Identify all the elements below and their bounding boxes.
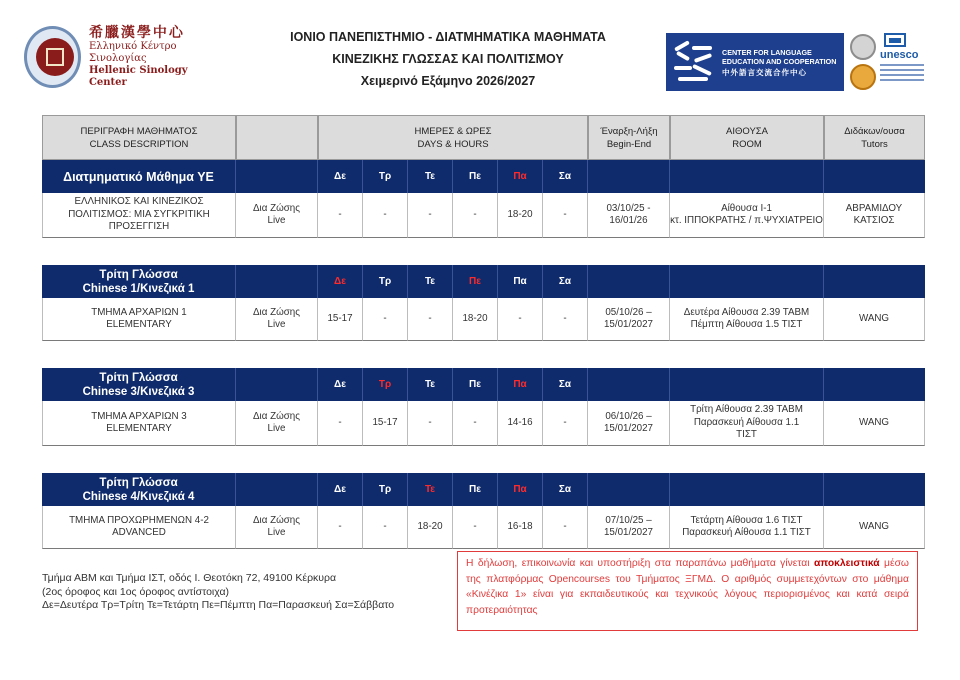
band-mode-cell: [236, 368, 318, 401]
band-date-cell: [588, 160, 670, 193]
table-sections: [42, 160, 925, 549]
org-name-en: Hellenic Sinology Center: [88, 65, 188, 89]
unesco-word: unesco: [880, 49, 919, 61]
section-title-line-1: Διατμηματικό Μάθημα ΥΕ: [63, 169, 214, 184]
section-title: [42, 265, 236, 298]
band-tutor-cell: [824, 473, 925, 506]
section-title: [42, 160, 236, 193]
day-label: Πα: [498, 368, 543, 401]
course-tutor: ΑΒΡΑΜΙΔΟΥ ΚΑΤΣΙΟΣ: [824, 193, 925, 238]
time-slot: -: [543, 298, 588, 341]
title-line-2: ΚΙΝΕΖΙΚΗΣ ΓΛΩΣΣΑΣ ΚΑΙ ΠΟΛΙΤΙΣΜΟΥ: [332, 52, 564, 66]
clec-mark-icon: [672, 40, 716, 84]
header-dates: Έναρξη-Λήξη Begin-End: [588, 115, 670, 160]
time-slot: 15-17: [363, 401, 408, 446]
course-description: ΤΜΗΜΑ ΑΡΧΑΡΙΩΝ 3 ELEMENTARY: [42, 401, 236, 446]
schedule-table: [42, 115, 925, 549]
registration-note: [457, 551, 918, 631]
day-label: Πε: [453, 368, 498, 401]
day-label: Δε: [318, 265, 363, 298]
course-mode: Δια Ζώσης Live: [236, 298, 318, 341]
time-slot: -: [318, 401, 363, 446]
day-label: Σα: [543, 473, 588, 506]
time-slot: -: [363, 506, 408, 549]
course-dates: 07/10/25 – 15/01/2027: [588, 506, 670, 549]
time-slot: -: [363, 193, 408, 238]
day-label: Πα: [498, 265, 543, 298]
band-date-cell: [588, 265, 670, 298]
clec-logo: [666, 33, 844, 91]
day-label: Τρ: [363, 160, 408, 193]
course-tutor: WANG: [824, 298, 925, 341]
time-slot: 16-18: [498, 506, 543, 549]
time-slot: -: [408, 401, 453, 446]
day-label: Πε: [453, 473, 498, 506]
time-slot: -: [363, 298, 408, 341]
table-row: [42, 401, 925, 446]
band-room-cell: [670, 265, 824, 298]
band-mode-cell: [236, 473, 318, 506]
header-tutors: Διδάκων/ουσα Tutors: [824, 115, 925, 160]
day-label: Δε: [318, 160, 363, 193]
day-label: Δε: [318, 473, 363, 506]
band-tutor-cell: [824, 160, 925, 193]
course-tutor: WANG: [824, 401, 925, 446]
day-label: Τρ: [363, 265, 408, 298]
time-slot: -: [453, 401, 498, 446]
section-title-line-2: Chinese 3/Κινεζικά 3: [82, 385, 195, 398]
time-slot: 18-20: [453, 298, 498, 341]
course-mode: Δια Ζώσης Live: [236, 506, 318, 549]
clec-line-1: CENTER FOR LANGUAGE: [722, 47, 812, 57]
section-gap: [42, 341, 925, 368]
time-slot: -: [543, 506, 588, 549]
band-room-cell: [670, 473, 824, 506]
floor-line: (2ος όροφος και 1ος όροφος αντίστοιχα): [42, 585, 230, 598]
unesco-logo: [880, 33, 928, 91]
time-slot: -: [408, 193, 453, 238]
day-label: Δε: [318, 368, 363, 401]
header-days: ΗΜΕΡΕΣ & ΩΡΕΣ DAYS & HOURS: [318, 115, 588, 160]
day-label: Τε: [408, 368, 453, 401]
table-row: [42, 298, 925, 341]
title-line-3: Χειμερινό Εξάμηνο 2026/2027: [360, 74, 536, 88]
band-room-cell: [670, 368, 824, 401]
course-description: ΤΜΗΜΑ ΑΡΧΑΡΙΩΝ 1 ELEMENTARY: [42, 298, 236, 341]
section-title-line-2: Chinese 1/Κινεζικά 1: [82, 282, 195, 295]
time-slot: 18-20: [498, 193, 543, 238]
course-dates: 06/10/26 – 15/01/2027: [588, 401, 670, 446]
title-line-1: ΙΟΝΙΟ ΠΑΝΕΠΙΣΤΗΜΙΟ - ΔΙΑΤΜΗΜΑΤΙΚΑ ΜΑΘΗΜΑΤΑ: [290, 30, 606, 44]
day-legend: Δε=Δευτέρα Τρ=Τρίτη Τε=Τετάρτη Πε=Πέμπτη Πα=Παρασκευή Σα=Σάββατο: [42, 599, 395, 611]
org-name-cn: 希臘漢學中心: [88, 24, 185, 41]
band-room-cell: [670, 160, 824, 193]
sinology-seal-icon: [24, 26, 81, 88]
time-slot: -: [543, 193, 588, 238]
table-row: [42, 193, 925, 238]
course-room: Τετάρτη Αίθουσα 1.6 ΤΙΣΤ Παρασκευή Αίθουσα 1.1 ΤΙΣΤ: [670, 506, 824, 549]
course-dates: 03/10/25 - 16/01/26: [588, 193, 670, 238]
course-room: Τρίτη Αίθουσα 2.39 ΤΑΒΜ Παρασκευή Αίθουσα 1.1 ΤΙΣΤ: [670, 401, 824, 446]
course-dates: 05/10/26 – 15/01/2027: [588, 298, 670, 341]
course-mode: Δια Ζώσης Live: [236, 193, 318, 238]
section-title-line-1: Τρίτη Γλώσσα: [99, 268, 178, 281]
hellenic-sinology-logo: [24, 24, 224, 90]
day-label: Σα: [543, 368, 588, 401]
day-label: Τε: [408, 473, 453, 506]
header-description: ΠΕΡΙΓΡΑΦΗ ΜΑΘΗΜΑΤΟΣ CLASS DESCRIPTION: [42, 115, 236, 160]
clec-cn: 中外語言交流合作中心: [722, 67, 807, 77]
seal-emblem-icon: [850, 64, 876, 90]
band-tutor-cell: [824, 368, 925, 401]
course-description: ΕΛΛΗΝΙΚΟΣ ΚΑΙ ΚΙΝΕΖΙΚΟΣ ΠΟΛΙΤΙΣΜΟΣ: ΜΙΑ ΣΥΓΚΡΙΤΙΚΗ ΠΡΟΣΕΓΓΙΣΗ: [42, 193, 236, 238]
address-line: Τμήμα ΑΒΜ και Τμήμα ΙΣΤ, οδός Ι. Θεοτόκη 72, 49100 Κέρκυρα: [42, 572, 337, 584]
time-slot: -: [408, 298, 453, 341]
band-mode-cell: [236, 265, 318, 298]
day-label: Πε: [453, 160, 498, 193]
clec-line-2: EDUCATION AND COOPERATION: [722, 56, 837, 66]
time-slot: -: [318, 193, 363, 238]
time-slot: -: [453, 506, 498, 549]
day-label: Σα: [543, 265, 588, 298]
header-room: ΑΙΘΟΥΣΑ ROOM: [670, 115, 824, 160]
day-label: Σα: [543, 160, 588, 193]
course-tutor: WANG: [824, 506, 925, 549]
section-title: [42, 473, 236, 506]
note-bold: αποκλειστικά: [813, 558, 880, 569]
time-slot: 14-16: [498, 401, 543, 446]
section-title: [42, 368, 236, 401]
section-title-line-2: Chinese 4/Κινεζικά 4: [82, 490, 195, 503]
day-label: Τρ: [363, 368, 408, 401]
org-name-gr: Ελληνικό Κέντρο Σινολογίας: [88, 41, 177, 65]
day-label: Τε: [408, 160, 453, 193]
band-mode-cell: [236, 160, 318, 193]
day-label: Πε: [453, 265, 498, 298]
section-band: [42, 265, 925, 298]
section-gap: [42, 238, 925, 265]
time-slot: -: [453, 193, 498, 238]
section-band: [42, 368, 925, 401]
time-slot: 15-17: [318, 298, 363, 341]
course-mode: Δια Ζώσης Live: [236, 401, 318, 446]
section-gap: [42, 446, 925, 473]
table-row: [42, 506, 925, 549]
day-label: Πα: [498, 160, 543, 193]
table-header-row: [42, 115, 925, 160]
section-band: [42, 160, 925, 193]
header-mode: [236, 115, 318, 160]
unesco-temple-icon: [884, 33, 906, 47]
day-label: Πα: [498, 473, 543, 506]
document-title: [258, 26, 638, 92]
section-band: [42, 473, 925, 506]
band-date-cell: [588, 368, 670, 401]
section-title-line-1: Τρίτη Γλώσσα: [99, 371, 178, 384]
time-slot: -: [498, 298, 543, 341]
day-label: Τρ: [363, 473, 408, 506]
time-slot: 18-20: [408, 506, 453, 549]
course-description: ΤΜΗΜΑ ΠΡΟΧΩΡΗΜΕΝΩΝ 4-2 ADVANCED: [42, 506, 236, 549]
note-text-2: μέσω της πλατφόρμας Opencourses του Τμήματος ΞΓΜΔ. Ο αριθμός συμμετεχόντων στο μάθημα «Κινέζικα 1» είναι για εκπαιδευτικούς και τεχνικούς λόγους περιορισμένος και κατά σειρά προτεραιότητας: [466, 558, 909, 616]
university-emblem-icon: [850, 34, 876, 60]
day-label: Τε: [408, 265, 453, 298]
section-title-line-1: Τρίτη Γλώσσα: [99, 476, 178, 489]
band-tutor-cell: [824, 265, 925, 298]
time-slot: -: [543, 401, 588, 446]
band-date-cell: [588, 473, 670, 506]
course-room: Αίθουσα Ι-1 κτ. ΙΠΠΟΚΡΑΤΗΣ / π.ΨΥΧΙΑΤΡΕΙΟ: [670, 193, 824, 238]
note-text-1: Η δήλωση, επικοινωνία και υποστήριξη στα παραπάνω μαθήματα γίνεται: [466, 558, 810, 569]
course-room: Δευτέρα Αίθουσα 2.39 ΤΑΒΜ Πέμπτη Αίθουσα 1.5 ΤΙΣΤ: [670, 298, 824, 341]
address-block: [42, 572, 394, 613]
unesco-caption-lines: [880, 64, 928, 81]
time-slot: -: [318, 506, 363, 549]
